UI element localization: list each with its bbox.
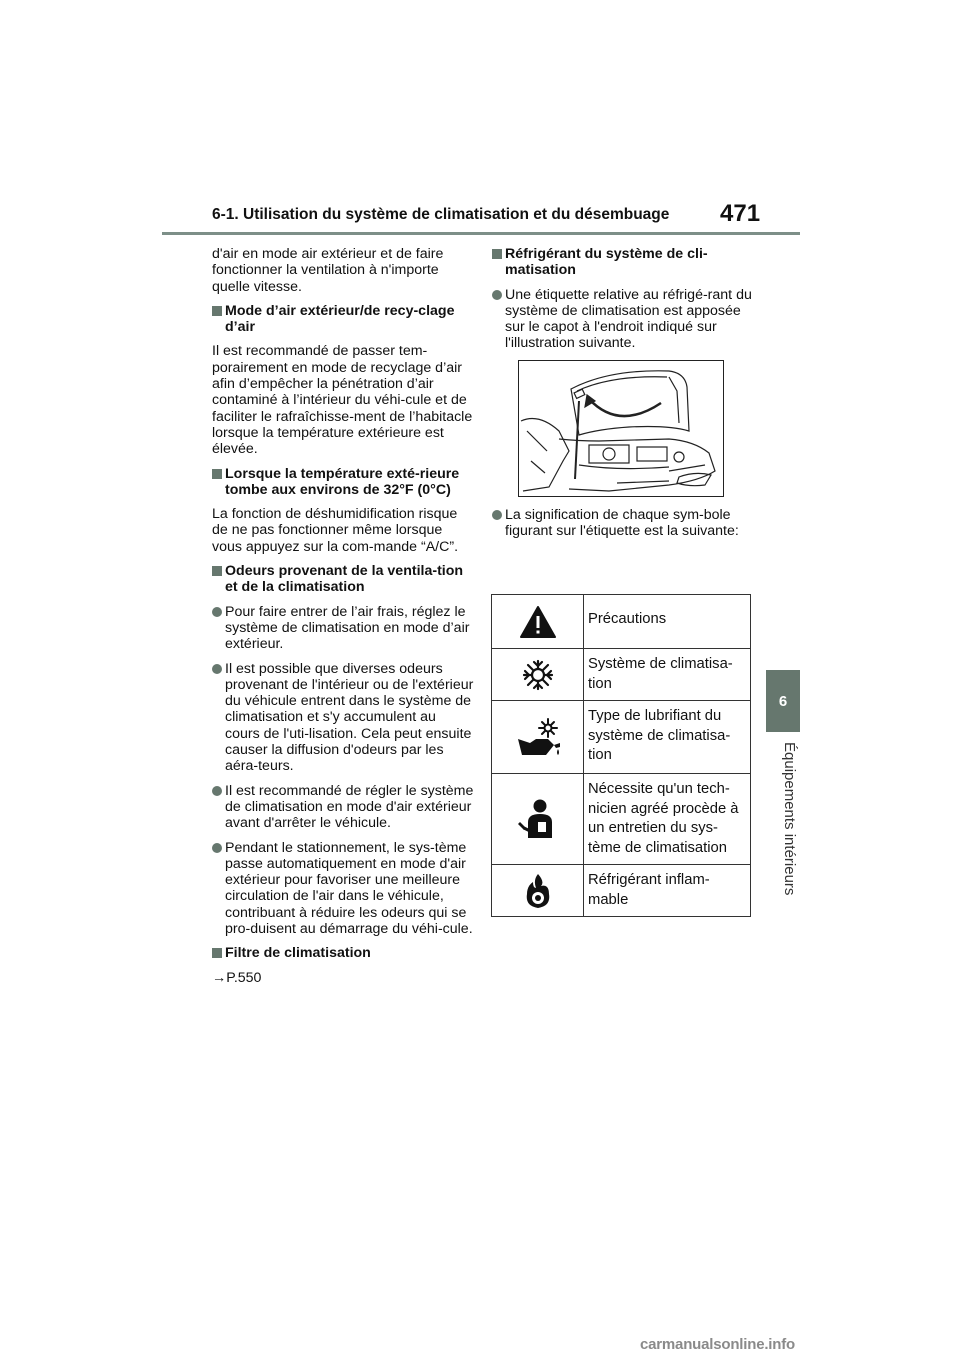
heading-text: Odeurs provenant de la ventila-tion et de la climatisation xyxy=(225,563,464,596)
icon-cell xyxy=(492,865,584,917)
icon-cell xyxy=(492,595,584,649)
list-item xyxy=(212,661,474,775)
section-body: La fonction de déshumidification risque de ne pas fonctionner même lorsque vous appuyez sur la com-mande “A/C”. xyxy=(212,506,459,555)
square-bullet-icon xyxy=(492,249,502,259)
icon-cell xyxy=(492,701,584,774)
technician-icon xyxy=(518,798,558,840)
square-bullet-icon xyxy=(212,469,222,479)
list-item xyxy=(492,507,754,540)
page-reference-link[interactable]: →P.550 xyxy=(212,969,262,986)
intro-paragraph: d'air en mode air extérieur et de faire fonctionner la ventilation à n'importe quelle vitesse. xyxy=(212,246,444,295)
hood-label-illustration xyxy=(518,360,724,497)
symbol-table xyxy=(491,594,751,917)
symbol-meaning: Réfrigérant inflam-mable xyxy=(584,865,751,917)
list-item-text: Il est possible que diverses odeurs provenant de l'intérieur ou de l'extérieur du véhicule entrent dans le système de climatisation et s'y accumulent au cours de l'uti-lisation. Cela peut ensuite causer la diffusion d'odeurs par les aéra-teurs. xyxy=(225,660,474,775)
round-bullet-icon xyxy=(492,510,502,520)
round-bullet-icon xyxy=(212,786,222,796)
symbol-meaning: Nécessite qu'un tech-nicien agréé procède à un entretien du sys-tème de climatisation xyxy=(584,774,751,865)
left-column xyxy=(212,246,474,986)
warning-triangle-icon xyxy=(519,605,557,639)
section-heading xyxy=(492,246,754,279)
round-bullet-icon xyxy=(212,843,222,853)
square-bullet-icon xyxy=(212,306,222,316)
icon-cell xyxy=(492,649,584,701)
list-item-text: La signification de chaque sym-bole figurant sur l'étiquette est la suivante: xyxy=(505,506,739,540)
square-bullet-icon xyxy=(212,566,222,576)
page-number: 471 xyxy=(720,200,761,227)
table-row xyxy=(492,701,751,774)
watermark: carmanualsonline.info xyxy=(640,1336,795,1353)
list-item-text: Pour faire entrer de l’air frais, réglez le système de climatisation en mode d’air extérieur. xyxy=(225,603,470,653)
table-row xyxy=(492,865,751,917)
list-item xyxy=(492,287,754,352)
chapter-number: 6 xyxy=(766,670,800,732)
table-row xyxy=(492,774,751,865)
flame-icon xyxy=(523,872,553,910)
section-body: Il est recommandé de passer tem-porairement en mode de recyclage d’air afin d’empêcher la pénétration d’air contaminé à l’intérieur du véhi-cule et de faciliter le rafraîchisse-ment de l’habitacle lorsque la température extérieure est élevée. xyxy=(212,343,473,458)
snowflake-icon xyxy=(522,659,554,691)
section-heading xyxy=(212,466,474,499)
section-heading xyxy=(212,563,474,596)
symbol-meaning: Précautions xyxy=(584,595,751,649)
car-hood-drawing xyxy=(519,361,723,496)
symbol-meaning: Système de climatisa-tion xyxy=(584,649,751,701)
chapter-label: Équipements intérieurs xyxy=(781,742,798,896)
round-bullet-icon xyxy=(492,290,502,300)
round-bullet-icon xyxy=(212,607,222,617)
list-item-text: Pendant le stationnement, le sys-tème passe automatiquement en mode d'air extérieur pour favoriser une meilleure circulation de l'air dans le véhicule, contribuant à réduire les odeurs qui se pro-duisent au démarrage du véhi-cule. xyxy=(225,839,473,937)
round-bullet-icon xyxy=(212,664,222,674)
icon-cell xyxy=(492,774,584,865)
heading-text: Réfrigérant du système de cli-matisation xyxy=(505,246,708,279)
list-item xyxy=(212,783,474,832)
symbol-meaning: Type de lubrifiant du système de climatisa-tion xyxy=(584,701,751,774)
list-item xyxy=(212,604,474,653)
section-heading xyxy=(212,945,474,961)
square-bullet-icon xyxy=(212,948,222,958)
heading-text: Mode d’air extérieur/de recy-clage d’air xyxy=(225,302,455,336)
table-row xyxy=(492,649,751,701)
list-item xyxy=(212,840,474,938)
list-item-text: Une étiquette relative au réfrigé-rant du système de climatisation est apposée sur le capot à l'endroit indiqué sur l'illustration suivante. xyxy=(505,286,752,352)
list-item-text: Il est recommandé de régler le système de climatisation en mode d'air extérieur avant d'arrêter le véhicule. xyxy=(225,782,474,832)
section-title: 6-1. Utilisation du système de climatisation et du désembuage xyxy=(212,206,670,223)
table-row xyxy=(492,595,751,649)
header-divider xyxy=(162,232,800,235)
heading-text: Filtre de climatisation xyxy=(225,945,371,962)
right-column xyxy=(492,246,754,547)
section-heading xyxy=(212,303,474,336)
oil-can-snowflake-icon xyxy=(514,717,562,757)
heading-text: Lorsque la température exté-rieure tombe aux environs de 32°F (0°C) xyxy=(225,465,460,498)
